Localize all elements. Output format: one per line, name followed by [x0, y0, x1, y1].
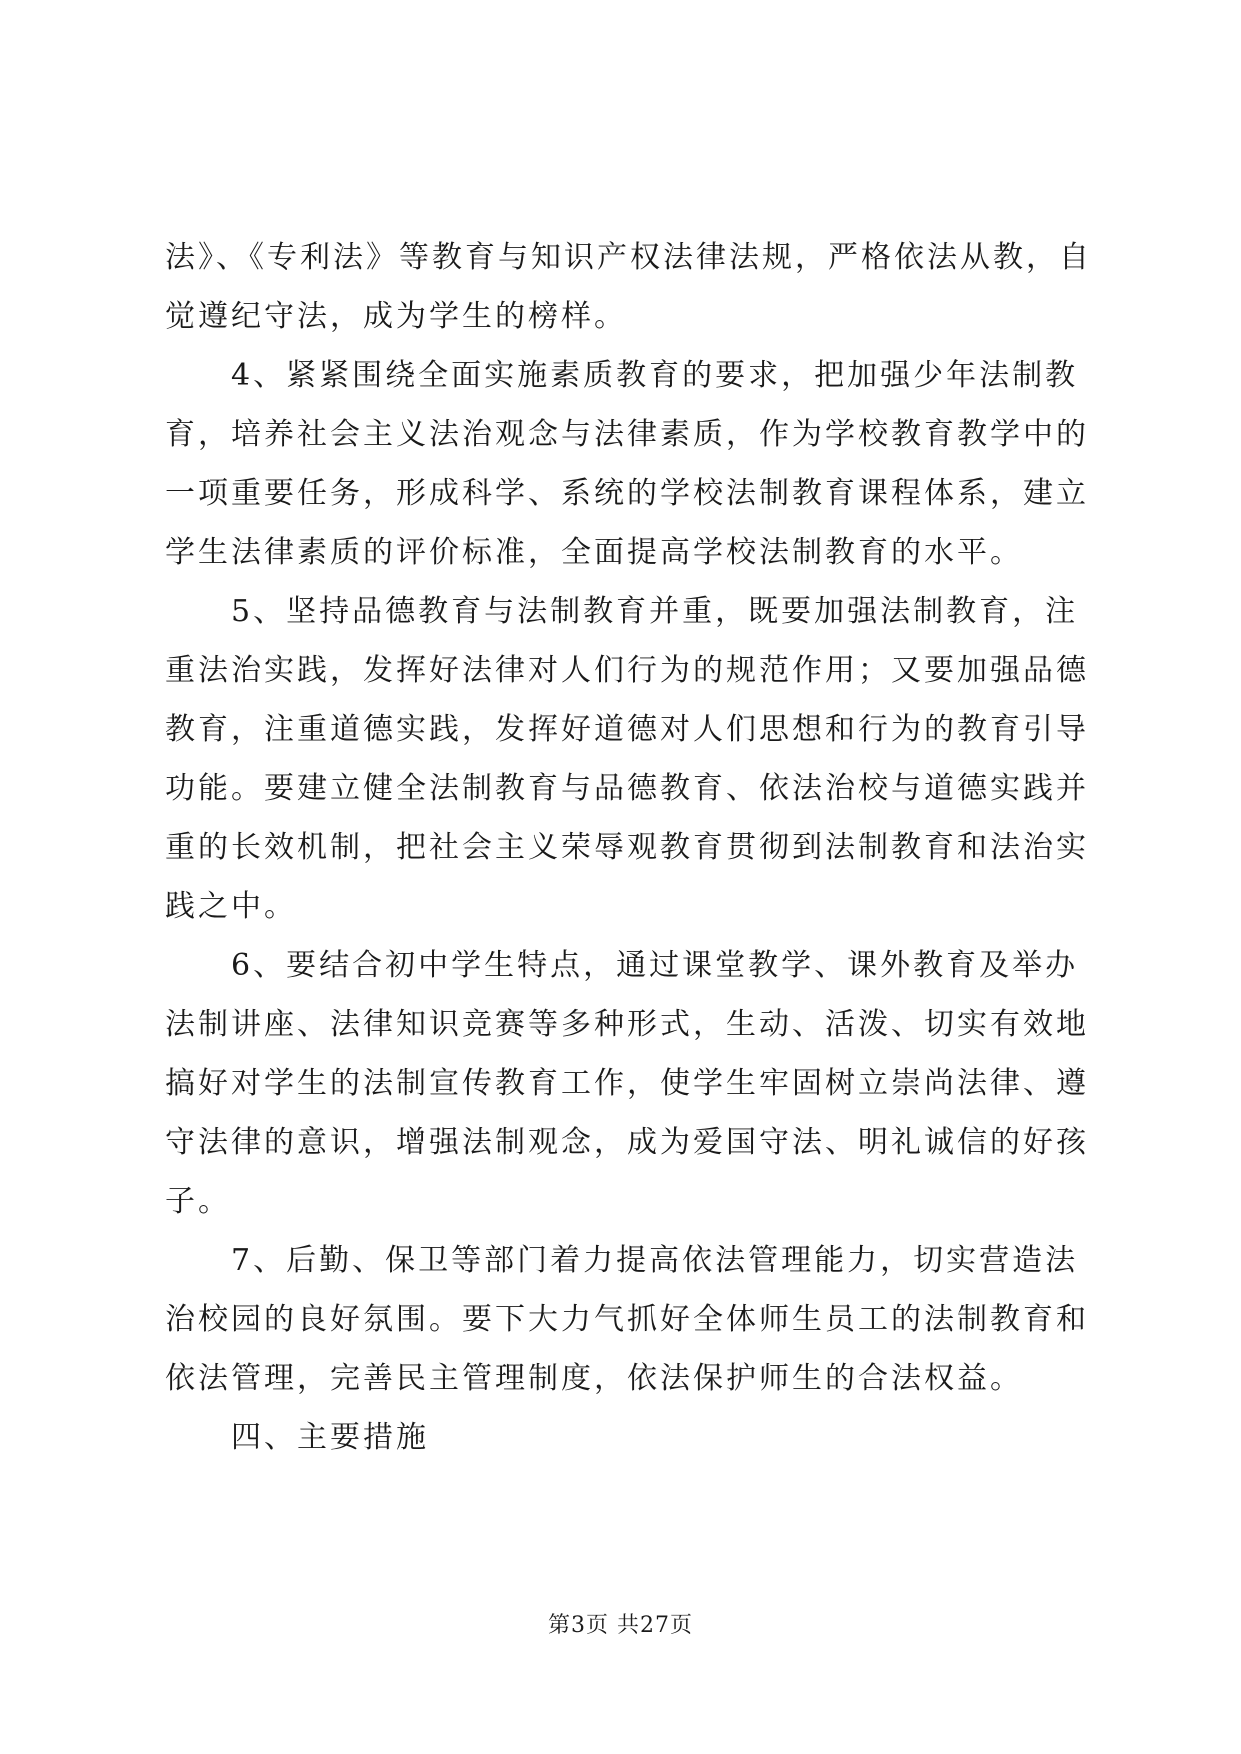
- text-line: 搞好对学生的法制宣传教育工作，使学生牢固树立崇尚法律、遵: [165, 1066, 1089, 1101]
- text-line: 一项重要任务，形成科学、系统的学校法制教育课程体系，建立: [165, 476, 1089, 511]
- section-heading: 四、主要措施: [165, 1420, 429, 1455]
- text-line: 功能。要建立健全法制教育与品德教育、依法治校与道德实践并: [165, 771, 1089, 806]
- text-line: 学生法律素质的评价标准，全面提高学校法制教育的水平。: [165, 535, 1023, 570]
- text-line: 守法律的意识，增强法制观念，成为爱国守法、明礼诚信的好孩: [165, 1125, 1089, 1160]
- page-footer: 第3页 共27页: [548, 1613, 693, 1638]
- text-line: 践之中。: [165, 889, 297, 924]
- text-line: 4、紧紧围绕全面实施素质教育的要求，把加强少年法制教: [165, 358, 1079, 393]
- text-line: 6、要结合初中学生特点，通过课堂教学、课外教育及举办: [165, 948, 1079, 983]
- text-line: 治校园的良好氛围。要下大力气抓好全体师生员工的法制教育和: [165, 1302, 1089, 1337]
- text-line: 依法管理，完善民主管理制度，依法保护师生的合法权益。: [165, 1361, 1023, 1396]
- text-line: 法》、《专利法》等教育与知识产权法律法规，严格依法从教，自: [165, 240, 1092, 275]
- text-line: 重的长效机制，把社会主义荣辱观教育贯彻到法制教育和法治实: [165, 830, 1089, 865]
- text-line: 育，培养社会主义法治观念与法律素质，作为学校教育教学中的: [165, 417, 1089, 452]
- text-line: 5、坚持品德教育与法制教育并重，既要加强法制教育，注: [165, 594, 1079, 629]
- body-text: [165, 228, 1092, 1467]
- text-line: 法制讲座、法律知识竞赛等多种形式，生动、活泼、切实有效地: [165, 1007, 1089, 1042]
- text-line: 子。: [165, 1184, 231, 1219]
- text-line: 7、后勤、保卫等部门着力提高依法管理能力，切实营造法: [165, 1243, 1079, 1278]
- text-line: 教育，注重道德实践，发挥好道德对人们思想和行为的教育引导: [165, 712, 1089, 747]
- text-line: 觉遵纪守法，成为学生的榜样。: [165, 299, 627, 334]
- text-line: 重法治实践，发挥好法律对人们行为的规范作用；又要加强品德: [165, 653, 1089, 688]
